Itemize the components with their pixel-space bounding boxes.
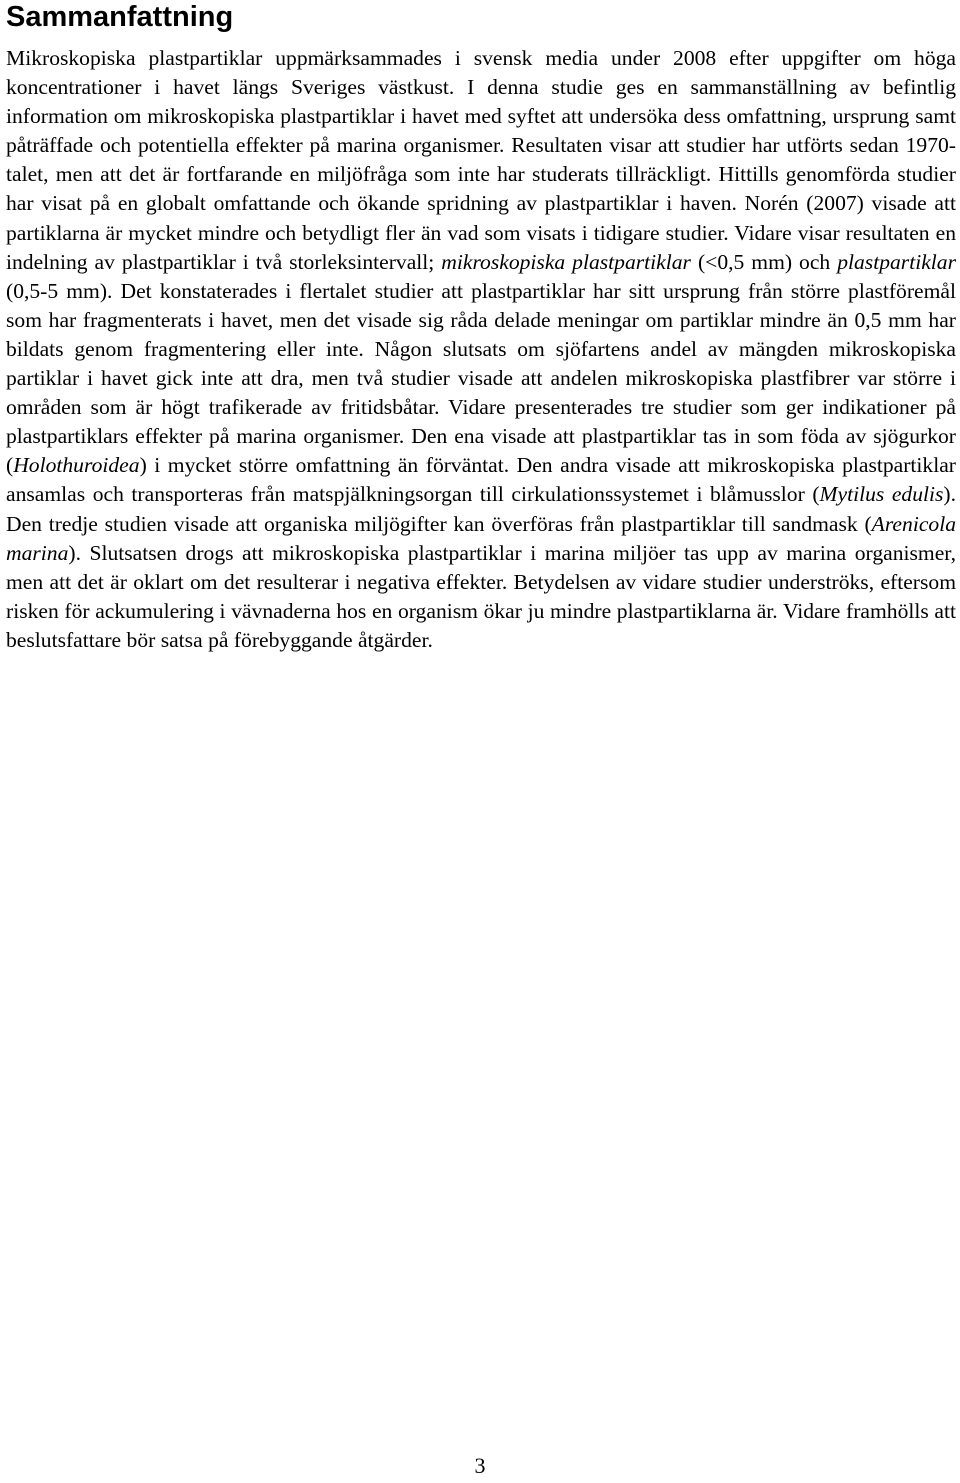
species-term: mikroskopiska plastpartiklar [441,249,691,274]
paragraph-text: (<0,5 mm) och [690,249,838,274]
paragraph-text: ). Den tredje studien visade att organiska miljögifter kan överföras från plastpartiklar till sandmask ( [6,482,957,536]
species-term: Mytilus edulis [819,482,944,507]
paragraph-text: ). Slutsatsen drogs att mikroskopiska plastpartiklar i marina miljöer tas upp av marina organismer, men att det är oklart om det resulterar i negativa effekter. Betydelsen av vidare studier underströks, eftersom risken för ackumulering i vävnaderna hos en organism ökar ju mindre plastpartiklarna är. Vidare framhölls att beslutsfattare bör satsa på förebyggande åtgärder. [6,540,956,652]
paragraph-text: (0,5-5 mm). Det konstaterades i flertalet studier att plastpartiklar har sitt ursprung från större plastföremål som har fragmenterats i havet, men det visade sig råda delade meningar om partiklar mindre än 0,5 mm har bildats genom fragmentering eller inte. Någon slutsats om sjöfartens andel av mängden mikroskopiska partiklar i havet gick inte att dra, men två studier visade att andelen mikroskopiska plastfibrer var större i områden som är högt trafikerade av fritidsbåtar. Vidare presenterades tre studier som ger indikationer på plastpartiklars effekter på marina organismer. Den ena visade att plastpartiklar tas in som föda av sjögurkor ( [6,278,956,478]
summary-paragraph [6,44,956,655]
page-number: 3 [474,1453,486,1478]
species-term: plastpartiklar [837,249,956,274]
paragraph-text: Mikroskopiska plastpartiklar uppmärksammades i svensk media under 2008 efter uppgifter om höga koncentrationer i havet längs Sveriges västkust. I denna studie ges en sammanställning av befintlig information om mikroskopiska plastpartiklar i havet med syftet att undersöka dess omfattning, ursprung samt påträffade och potentiella effekter på marina organismer. Resultaten visar att studier har utförts sedan 1970-talet, men att det är fortfarande en miljöfråga som inte har studerats tillräckligt. Hittills genomförda studier har visat på en globalt omfattande och ökande spridning av plastpartiklar i haven. Norén (2007) visade att partiklarna är mycket mindre och betydligt fler än vad som visats i tidigare studier. Vidare visar resultaten en indelning av plastpartiklar i två storleksintervall; [6,46,956,274]
paragraph-text: ) i mycket större omfattning än förväntat. Den andra visade att mikroskopiska plastpartiklar ansamlas och transporteras från matspjälkningsorgan till cirkulationssystemet i blåmusslor ( [6,453,956,507]
page-title: Sammanfattning [6,1,234,33]
species-term: Arenicola marina [6,511,956,565]
species-term: Holothuroidea [13,453,140,478]
